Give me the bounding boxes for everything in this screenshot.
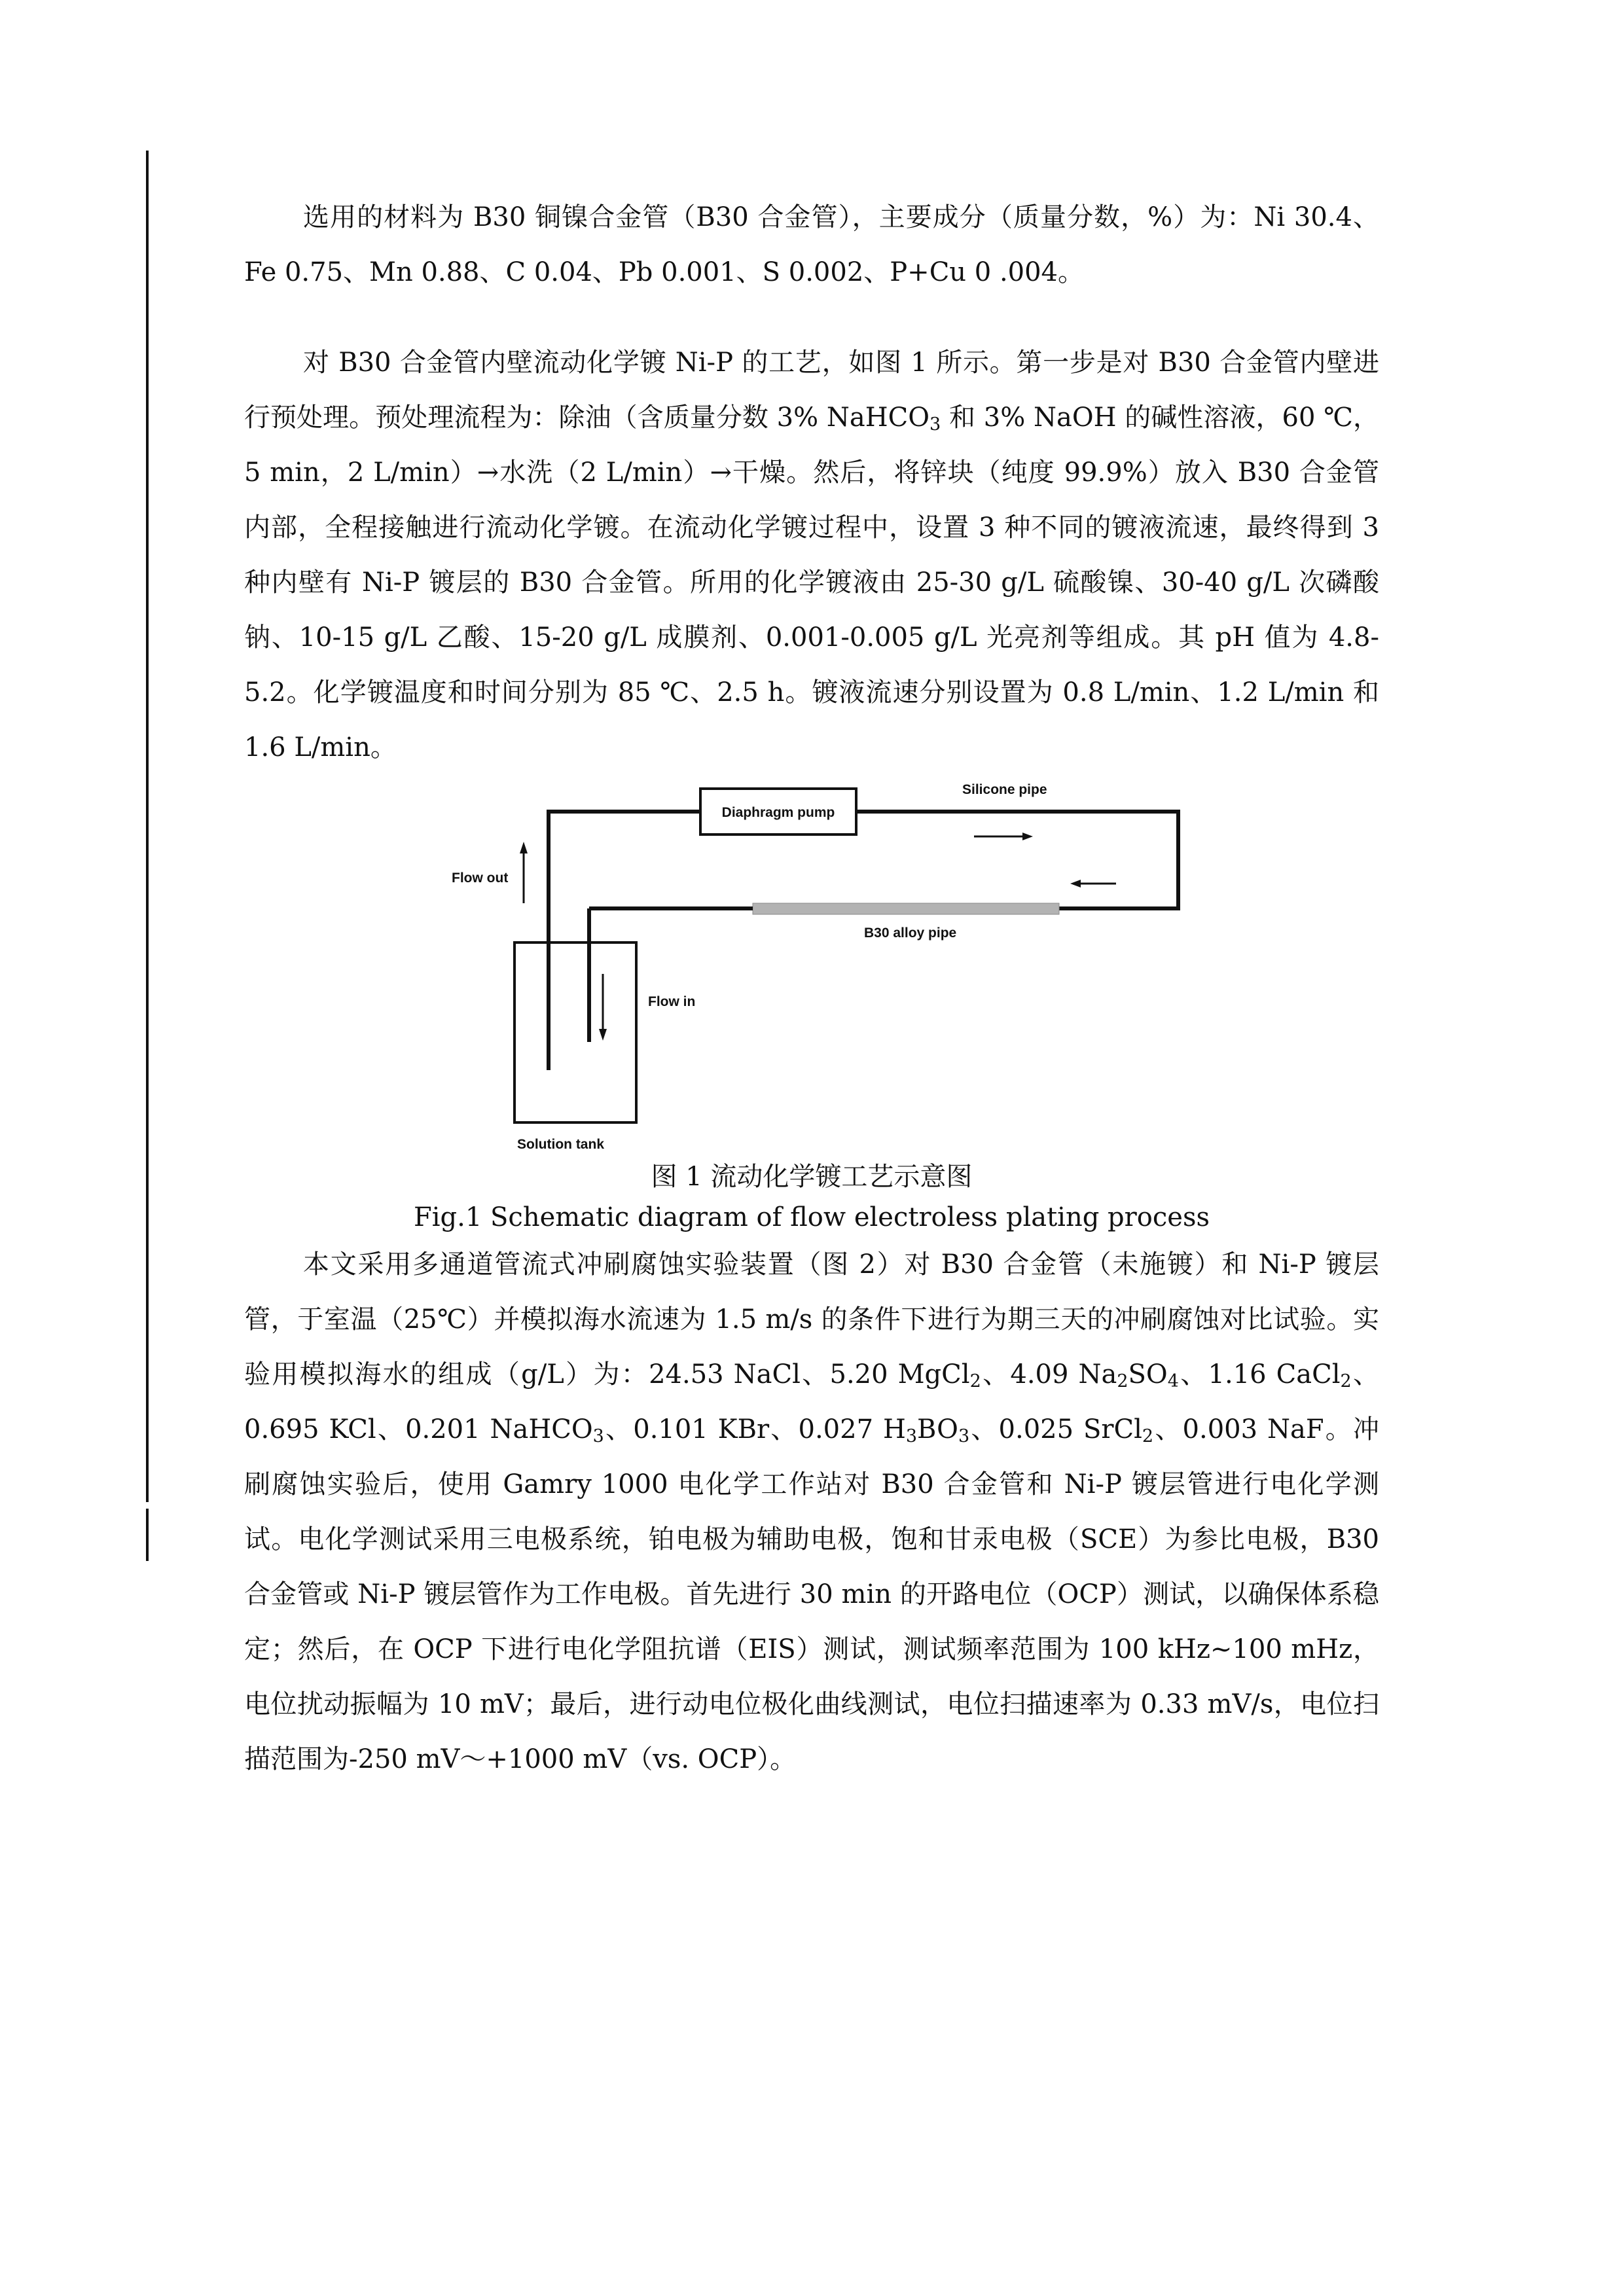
flow-in-label: Flow in (648, 994, 696, 1009)
figure-caption-english: Fig.1 Schematic diagram of flow electroless plating process (414, 1202, 1210, 1232)
subscript: 2 (1340, 1371, 1352, 1391)
paragraph-text: 、4.09 Na (981, 1359, 1117, 1390)
subscript: 3 (905, 1426, 918, 1446)
paragraph-text: SO (1128, 1359, 1168, 1390)
solution-tank (514, 942, 636, 1122)
subscript: 2 (1117, 1371, 1128, 1391)
flow-in-arrowhead (599, 1029, 607, 1041)
paragraph-text: BO (917, 1414, 958, 1444)
figure-caption-chinese: 图 1 流动化学镀工艺示意图 (651, 1162, 973, 1192)
solution-tank-label: Solution tank (517, 1137, 604, 1152)
diaphragm-pump-label: Diaphragm pump (721, 805, 835, 820)
paragraph-text: 选用的材料为 B30 铜镍合金管（B30 合金管），主要成分（质量分数，%）为：Ni 30.4、Fe 0.75、Mn 0.88、C 0.04、Pb 0.001、S 0.002、P+Cu 0 .004。 (244, 202, 1379, 287)
subscript: 3 (958, 1426, 970, 1446)
margin-change-bar-1 (146, 151, 149, 1502)
arrowhead-left (1070, 880, 1081, 888)
arrowhead-right (1022, 833, 1033, 840)
schematic-diagram (432, 772, 1204, 1165)
flow-out-arrowhead (520, 842, 528, 853)
paragraph-text: 、0.025 SrCl (969, 1414, 1142, 1444)
subscript: 4 (1167, 1371, 1179, 1391)
paragraph-text: 、0.695 KCl、0.201 NaHCO (244, 1359, 1380, 1444)
b30-alloy-pipe-label: B30 alloy pipe (864, 925, 957, 941)
paragraph-erosion-test (244, 1237, 1379, 1787)
paragraph-text: 、0.003 NaF。冲刷腐蚀实验后，使用 Gamry 1000 电化学工作站对 B30 合金管和 Ni-P 镀层管进行电化学测试。电化学测试采用三电极系统，铂电极为辅助电极，饱和甘汞电极（SCE）为参比电极，B30 合金管或 Ni-P 镀层管作为工作电极。首先进行 30 min 的开路电位（OCP）测试，以确保体系稳定；然后，在 OCP 下进行电化学阻抗谱（EIS）测试，测试频率范围为 100 kHz~100 mHz，电位扰动振幅为 10 mV；最后，进行动电位极化曲线测试，电位扫描速率为 0.33 mV/s，电位扫描范围为-250 mV～+1000 mV（vs. OCP）。 (244, 1414, 1379, 1774)
subscript: 2 (1142, 1426, 1154, 1446)
flow-out-label: Flow out (452, 870, 509, 886)
figure-flow-plating-schematic (432, 772, 1204, 1165)
subscript: 3 (592, 1426, 604, 1446)
outflow-pipe (549, 812, 700, 1070)
silicone-pipe (856, 812, 1178, 908)
paragraph-text: 和 3% NaOH 的碱性溶液，60 ℃，5 min，2 L/min）→水洗（2 L/min）→干燥。然后，将锌块（纯度 99.9%）放入 B30 合金管内部，全程接触进行流动化学镀。在流动化学镀过程中，设置 3 种不同的镀液流速，最终得到 3 种内壁有 Ni-P 镀层的 B30 合金管。所用的化学镀液由 25-30 g/L 硫酸镍、30-40 g/L 次磷酸钠、10-15 g/L 乙酸、15-20 g/L 成膜剂、0.001-0.005 g/L 光亮剂等组成。其 pH 值为 4.8-5.2。化学镀温度和时间分别为 85 ℃、2.5 h。镀液流速分别设置为 0.8 L/min、1.2 L/min 和 1.6 L/min。 (244, 403, 1380, 762)
margin-change-bar-2 (146, 1509, 149, 1561)
paragraph-plating-process (244, 335, 1379, 775)
subscript: 2 (969, 1371, 981, 1391)
subscript: 3 (929, 414, 941, 435)
paragraph-text: 、1.16 CaCl (1178, 1359, 1341, 1390)
paragraph-text: 对 B30 合金管内壁流动化学镀 Ni-P 的工艺，如图 1 所示。第一步是对 B30 合金管内壁进行预处理。预处理流程为：除油（含质量分数 3% NaHCO (244, 348, 1379, 433)
paragraph-text: 、0.101 KBr、0.027 H (604, 1414, 906, 1444)
paragraph-materials (244, 190, 1379, 300)
b30-alloy-pipe (753, 903, 1059, 914)
paragraph-text: 本文采用多通道管流式冲刷腐蚀实验装置（图 2）对 B30 合金管（未施镀）和 Ni-P 镀层管，于室温（25℃）并模拟海水流速为 1.5 m/s 的条件下进行为期三天的冲刷腐蚀对比试验。实验用模拟海水的组成（g/L）为：24.53 NaCl、5.20 MgCl (244, 1249, 1379, 1390)
silicone-pipe-label: Silicone pipe (962, 782, 1047, 797)
